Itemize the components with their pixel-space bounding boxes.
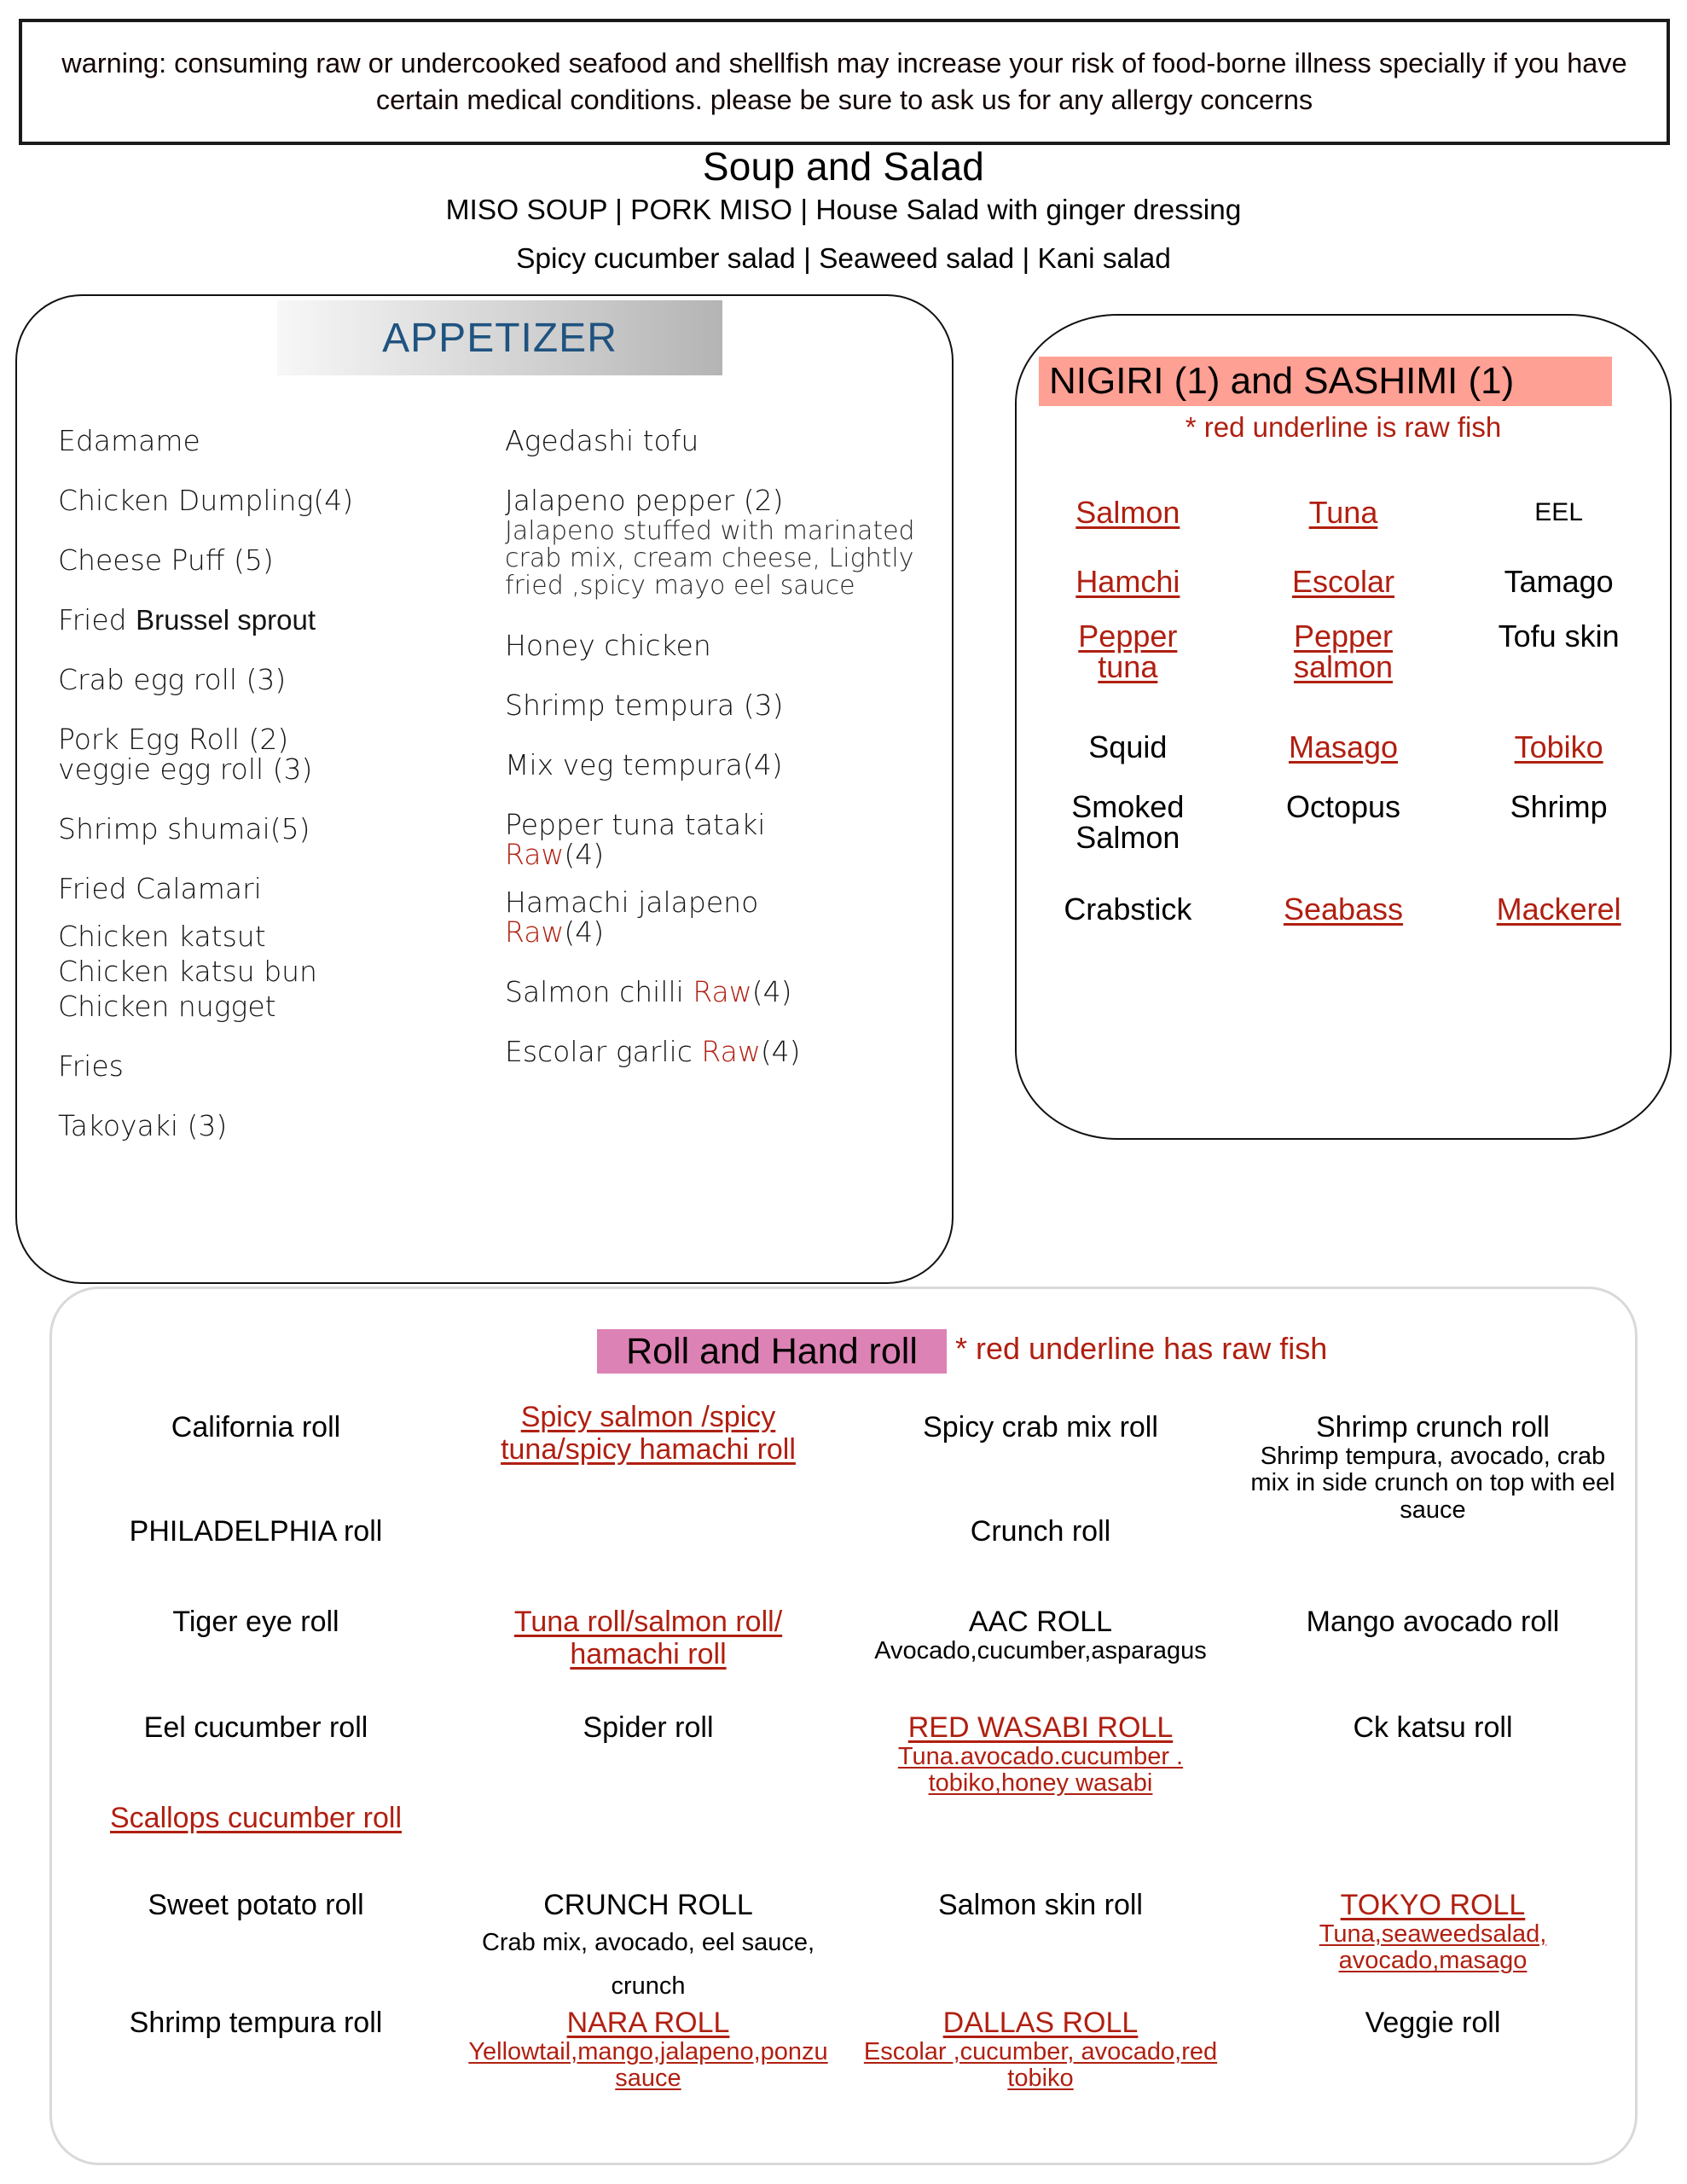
- roll-item: [844, 1397, 1237, 1502]
- roll-item-name: Crunch roll: [970, 1515, 1111, 1548]
- roll-item-description: Yellowtail,mango,jalapeno,ponzu sauce: [468, 2038, 828, 2093]
- appetizer-item: [505, 1035, 931, 1069]
- roll-item: [452, 1875, 844, 2000]
- roll-item: [1237, 1397, 1629, 1524]
- roll-item-description: Shrimp tempura, avocado, crab mix in side crunch on top with eel sauce: [1250, 1443, 1615, 1524]
- nigiri-item: EEL: [1534, 498, 1584, 526]
- appetizer-item: Fries: [58, 1049, 124, 1083]
- roll-item-name: RED WASABI ROLL: [907, 1711, 1174, 1744]
- appetizer-item: [58, 603, 459, 636]
- raw-count: (4): [760, 1035, 801, 1069]
- appetizer-item: Honey chicken: [505, 629, 711, 663]
- appetizer-right-column: [505, 424, 931, 1069]
- appetizer-item: Chicken katsut: [58, 920, 266, 953]
- roll-item: [452, 1771, 844, 1875]
- nigiri-item: Tamago: [1504, 564, 1614, 599]
- raw-label: Raw: [505, 838, 565, 872]
- raw-count: (4): [751, 975, 792, 1009]
- appetizer-item: Chicken Dumpling(4): [58, 484, 354, 517]
- appetizer-item: Cheese Puff (5): [58, 543, 274, 577]
- appetizer-item: Chicken nugget: [58, 990, 276, 1023]
- roll-item-description: Tuna,seaweedsalad, avocado,masago: [1319, 1920, 1547, 1975]
- nigiri-item: Escolar: [1291, 564, 1395, 599]
- soup-and-salad-line-1: MISO SOUP | PORK MISO | House Salad with ginger dressing: [445, 195, 1242, 226]
- nigiri-item: Masago: [1288, 729, 1399, 764]
- appetizer-item-prefix: Salmon chilli: [505, 975, 693, 1009]
- roll-item-name: Spicy salmon /spicy tuna/spicy hamachi roll: [501, 1401, 796, 1467]
- appetizer-item-raw-note: [505, 838, 931, 872]
- nigiri-item: Octopus: [1285, 789, 1401, 824]
- roll-item: [60, 1681, 452, 1771]
- nigiri-sashimi-grid: [1020, 478, 1667, 940]
- roll-item: [60, 1502, 452, 1592]
- roll-item-name: Sweet potato roll: [148, 1889, 364, 1921]
- roll-item: [452, 1592, 844, 1681]
- raw-label: Raw: [505, 915, 565, 950]
- nigiri-item: Salmon: [1075, 495, 1180, 530]
- roll-item-name: Tuna roll/salmon roll/ hamachi roll: [513, 1606, 783, 1671]
- roll-item-name: DALLAS ROLL: [942, 2007, 1139, 2039]
- appetizer-item-raw-note: [505, 915, 931, 950]
- appetizer-item: veggie egg roll (3): [58, 752, 313, 786]
- roll-item: [1237, 1502, 1629, 1592]
- roll-item: [1237, 1875, 1629, 1975]
- appetizer-item: Fried Calamari: [58, 872, 262, 905]
- roll-item: [60, 1960, 452, 2096]
- appetizer-item: Chicken katsu bun: [58, 955, 317, 988]
- nigiri-item: Seabass: [1283, 892, 1404, 926]
- roll-and-hand-roll-banner: [597, 1329, 947, 1374]
- roll-item: [844, 1875, 1237, 1960]
- roll-item: [1237, 1960, 1629, 2096]
- roll-item: [452, 1397, 844, 1502]
- appetizer-item: Mix veg tempura(4): [505, 748, 783, 782]
- roll-item: [1237, 1681, 1629, 1771]
- raw-label: Raw: [701, 1035, 761, 1069]
- roll-item-name: NARA ROLL: [566, 2007, 730, 2039]
- nigiri-item: Squid: [1088, 729, 1168, 764]
- roll-raw-fish-note: * red underline has raw fish: [955, 1331, 1328, 1366]
- raw-label: Raw: [693, 975, 752, 1009]
- nigiri-item: Smoked Salmon: [1071, 789, 1185, 855]
- appetizer-banner-label: APPETIZER: [382, 315, 617, 361]
- roll-item-name: Mango avocado roll: [1306, 1606, 1560, 1638]
- soup-and-salad-line-2: Spicy cucumber salad | Seaweed salad | Kani salad: [516, 243, 1171, 275]
- appetizer-item-prefix: Escolar garlic: [505, 1035, 702, 1069]
- roll-item-name: Tiger eye roll: [172, 1606, 339, 1638]
- soup-and-salad-title: Soup and Salad: [702, 144, 985, 189]
- nigiri-item: Tofu skin: [1498, 619, 1620, 653]
- roll-item-name: Eel cucumber roll: [143, 1711, 368, 1744]
- roll-item-name: Shrimp crunch roll: [1316, 1411, 1550, 1443]
- nigiri-item: Shrimp: [1510, 789, 1608, 824]
- roll-grid: [60, 1397, 1629, 2096]
- raw-count: (4): [564, 838, 605, 872]
- roll-item: [844, 1960, 1237, 2096]
- nigiri-item: Tobiko: [1514, 729, 1603, 764]
- appetizer-item: Edamame: [58, 424, 200, 457]
- raw-count: (4): [564, 915, 605, 950]
- appetizer-item: Shrimp tempura (3): [505, 688, 784, 723]
- roll-item-name: Scallops cucumber roll: [109, 1802, 403, 1834]
- nigiri-item: Pepper tuna: [1078, 619, 1178, 684]
- nigiri-raw-fish-note: * red underline is raw fish: [1185, 411, 1502, 443]
- roll-item: [1237, 1771, 1629, 1875]
- roll-item-name: AAC ROLL: [968, 1606, 1113, 1638]
- roll-item-name: Ck katsu roll: [1353, 1711, 1513, 1744]
- roll-item: [60, 1397, 452, 1502]
- roll-item: [844, 1771, 1237, 1875]
- roll-item-description: Crab mix, avocado, eel sauce, crunch: [481, 1929, 815, 2000]
- appetizer-item: Shrimp shumai(5): [58, 812, 310, 845]
- roll-item-name: Veggie roll: [1365, 2007, 1501, 2039]
- roll-item: [60, 1771, 452, 1875]
- roll-item-name: Spicy crab mix roll: [923, 1411, 1158, 1443]
- appetizer-item-prefix: Fried: [58, 603, 136, 636]
- appetizer-item: Crab egg roll (3): [58, 663, 287, 696]
- nigiri-item: Tuna: [1308, 495, 1378, 530]
- allergy-warning-text: warning: consuming raw or undercooked seafood and shellfish may increase your risk of food-borne illness specially if you have certain medical conditions. please be sure to ask us for any allergy concerns: [61, 47, 1627, 115]
- roll-item-name: California roll: [171, 1411, 341, 1443]
- roll-item-description: Escolar ,cucumber, avocado,red tobiko: [863, 2038, 1218, 2093]
- roll-and-hand-roll-banner-label: Roll and Hand roll: [626, 1330, 918, 1372]
- roll-item-name: Shrimp tempura roll: [129, 2007, 383, 2039]
- roll-item-description: Tuna.avocado.cucumber . tobiko,honey wasabi: [897, 1743, 1184, 1798]
- appetizer-item: Takoyaki (3): [58, 1109, 228, 1142]
- appetizer-left-column: [58, 424, 459, 1142]
- nigiri-item: Hamchi: [1075, 564, 1180, 599]
- roll-item-name: Salmon skin roll: [938, 1889, 1143, 1921]
- nigiri-item: Mackerel: [1496, 892, 1621, 926]
- nigiri-sashimi-banner-label: NIGIRI (1) and SASHIMI (1): [1049, 360, 1515, 402]
- roll-item: [844, 1592, 1237, 1681]
- roll-item-name: Spider roll: [583, 1711, 714, 1744]
- roll-item: [452, 1681, 844, 1771]
- allergy-warning-box: [19, 19, 1670, 145]
- roll-item: [844, 1681, 1237, 1798]
- appetizer-item: Agedashi tofu: [505, 424, 699, 457]
- appetizer-item-description: Jalapeno stuffed with marinated crab mix, cream cheese, Lightly fried ,spicy mayo eel sauce: [505, 516, 915, 601]
- roll-item-name: PHILADELPHIA roll: [129, 1515, 383, 1548]
- nigiri-item: Pepper salmon: [1293, 619, 1394, 684]
- appetizer-item: Pepper tuna tataki: [505, 808, 766, 842]
- roll-item-name: TOKYO ROLL: [1340, 1889, 1526, 1921]
- appetizer-item: Jalapeno pepper (2): [505, 484, 784, 517]
- roll-item-description: Avocado,cucumber,asparagus: [874, 1637, 1207, 1665]
- appetizer-banner: [277, 300, 722, 375]
- roll-item: [60, 1592, 452, 1681]
- nigiri-sashimi-banner: [1039, 357, 1612, 406]
- appetizer-item: Hamachi jalapeno: [505, 886, 759, 920]
- roll-item: [452, 1502, 844, 1592]
- roll-item: [1237, 1592, 1629, 1681]
- appetizer-item: [505, 975, 931, 1009]
- roll-item: [452, 1960, 844, 2096]
- appetizer-item: Pork Egg Roll (2): [58, 723, 289, 756]
- roll-item: [60, 1875, 452, 1960]
- nigiri-item: Crabstick: [1064, 892, 1192, 926]
- roll-item-name: CRUNCH ROLL: [543, 1889, 753, 1921]
- appetizer-item-brussel: Brussel sprout: [136, 604, 316, 636]
- roll-item: [844, 1502, 1237, 1592]
